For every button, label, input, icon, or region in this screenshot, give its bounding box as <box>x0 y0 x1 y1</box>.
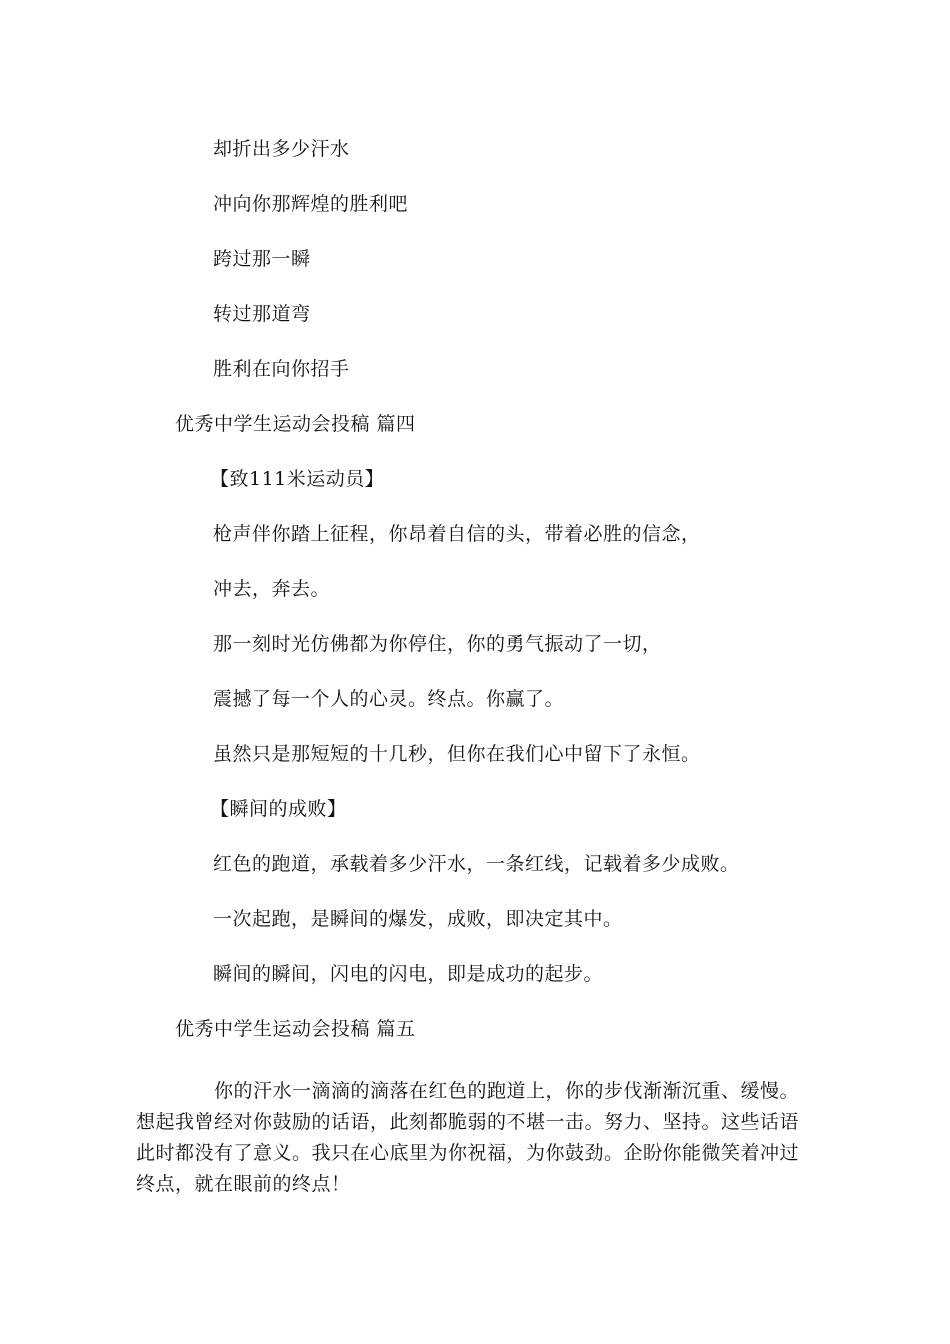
poem-line: 瞬间的瞬间，闪电的闪电，即是成功的起步。 <box>213 963 604 985</box>
poem-line: 虽然只是那短短的十几秒，但你在我们心中留下了永恒。 <box>213 743 701 765</box>
poem-line: 胜利在向你招手 <box>213 358 350 380</box>
body-paragraph: 你的汗水一滴滴的滴落在红色的跑道上，你的步伐渐渐沉重、缓慢。想起我曾经对你鼓励的话语，此刻都脆弱的不堪一击。努力、坚持。这些话语此时都没有了意义。我只在心底里为你祝福，为你鼓劲。企盼你能微笑着冲过终点，就在眼前的终点！ <box>136 1080 800 1195</box>
poem-line: 震撼了每一个人的心灵。终点。你赢了。 <box>213 688 565 710</box>
poem-line: 红色的跑道，承载着多少汗水，一条红线，记载着多少成败。 <box>213 853 740 875</box>
section-heading-5: 优秀中学生运动会投稿 篇五 <box>175 1018 416 1040</box>
poem-line: 冲去，奔去。 <box>213 578 331 600</box>
subsection-title: 【致111米运动员】 <box>210 468 385 490</box>
poem-line: 转过那道弯 <box>213 303 311 325</box>
poem-line: 一次起跑，是瞬间的爆发，成败，即决定其中。 <box>213 908 623 930</box>
poem-line: 却折出多少汗水 <box>213 138 350 160</box>
subsection-title: 【瞬间的成败】 <box>210 798 347 820</box>
poem-line: 枪声伴你踏上征程，你昂着自信的头，带着必胜的信念， <box>213 523 701 545</box>
poem-line: 冲向你那辉煌的胜利吧 <box>213 193 409 215</box>
section-heading-4: 优秀中学生运动会投稿 篇四 <box>175 413 416 435</box>
poem-line: 跨过那一瞬 <box>213 248 311 270</box>
poem-line: 那一刻时光仿佛都为你停住，你的勇气振动了一切， <box>213 633 662 655</box>
